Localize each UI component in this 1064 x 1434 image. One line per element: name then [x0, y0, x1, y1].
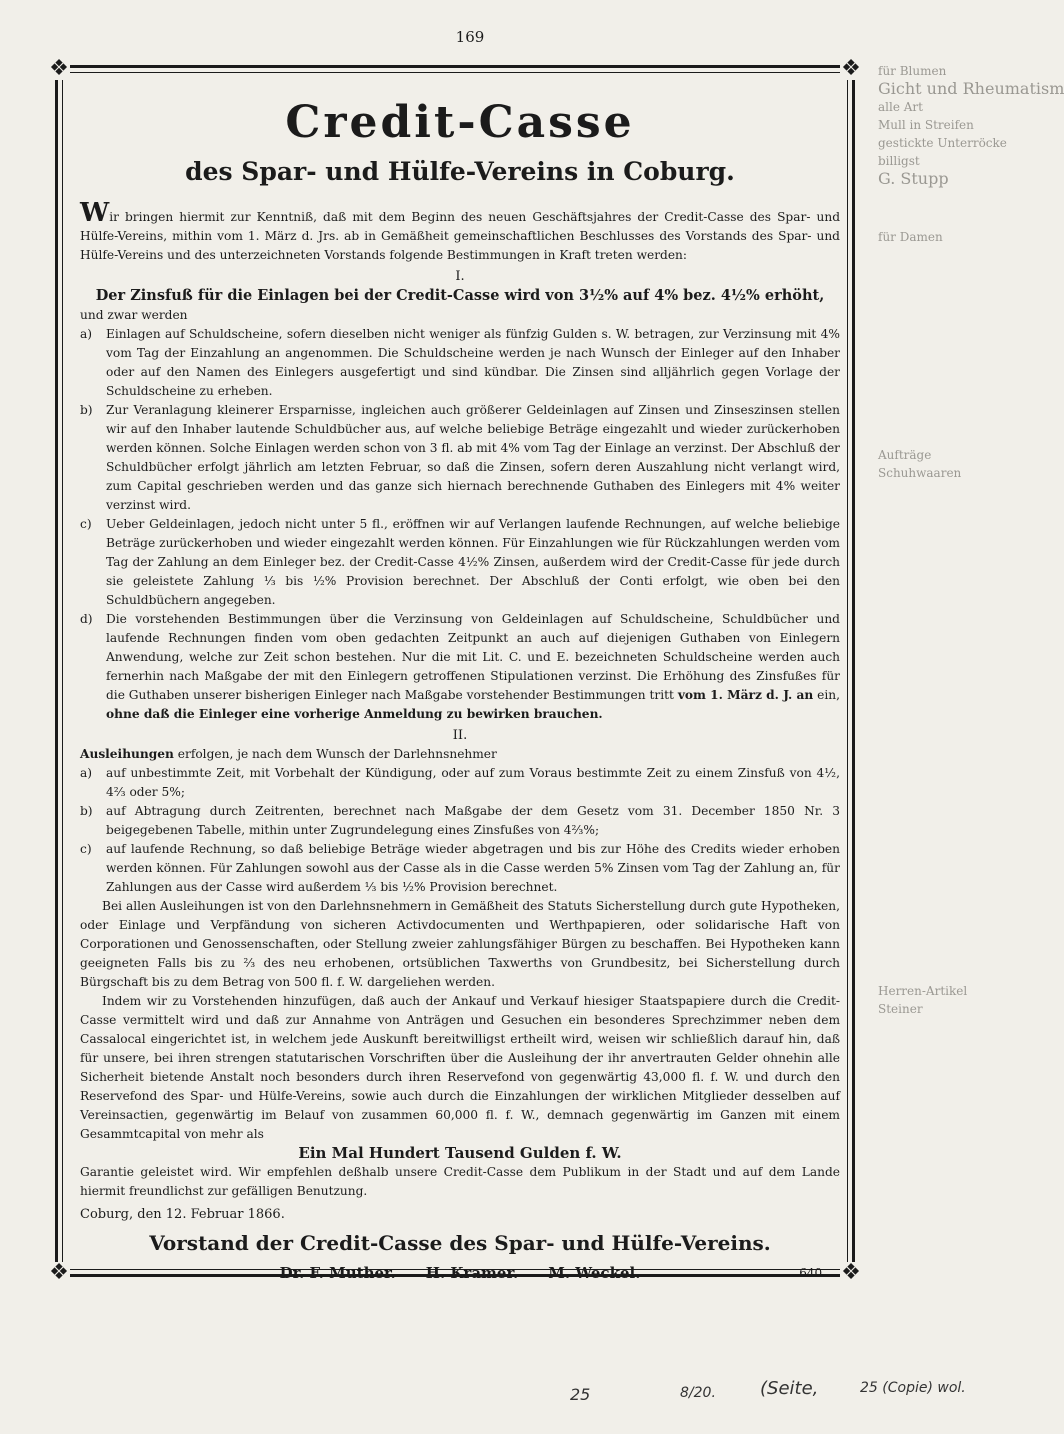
notice-title: Credit-Casse	[285, 97, 635, 148]
bleed-line: für Damen	[878, 230, 943, 244]
item-label: d)	[80, 612, 93, 626]
corner-ornament-icon: ❖	[841, 56, 861, 81]
list-item	[80, 325, 840, 401]
guarantee-paragraph: Indem wir zu Vorstehenden hinzufügen, daß auch der Ankauf und Verkauf hiesiger Staatspapiere durch die Credit-Casse vermittelt wird und daß zur Annahme von Anträgen und Gesuchen ein besonderes Sprechzimmer neben dem Cassalocal eingerichtet ist, in welchem jede Auskunft bereitwilligst ertheilt wird, weisen wir schließlich darauf hin, daß für unsere, bei ihren strengen statutarischen Vorschriften über die Ausleihung der ihr anvertrauten Gelder ohnehin alle Sicherheit bietende Anstalt noch besonders durch ihren Reservefond von gegenwärtig 43,000 fl. f. W. und durch den Reservefond des Spar- und Hülfe-Vereins, sowie auch durch die Einzahlungen der wirklichen Mitglieder desselben auf Vereinsactien, gegenwärtig im Belauf von zusammen 60,000 fl. f. W., demnach gegenwärtig im Ganzen mit einem Gesammtcapital von mehr als	[80, 994, 840, 1141]
list-item	[80, 610, 840, 724]
effective-date: vom 1. März d. J. an	[677, 688, 814, 702]
notice-subtitle: des Spar- und Hülfe-Vereins in Coburg.	[185, 157, 735, 186]
page-number: 169	[455, 28, 485, 46]
section-lead	[80, 745, 840, 764]
corner-ornament-icon: ❖	[841, 1260, 861, 1285]
bleed-line: Herren-Artikel	[878, 984, 968, 998]
list-item	[80, 401, 840, 515]
section-numeral: II.	[452, 728, 468, 743]
bleed-line: G. Stupp	[878, 169, 949, 188]
list-item	[80, 840, 840, 897]
section-lead: und zwar werden	[80, 308, 188, 322]
item-label: b)	[80, 804, 93, 818]
member-signatures	[80, 1264, 840, 1283]
list-item	[80, 802, 840, 840]
handwritten-note: (Seite,	[760, 1378, 819, 1399]
corner-ornament-icon: ❖	[49, 1260, 69, 1285]
item-text: Ueber Geldeinlagen, jedoch nicht unter 5 fl., eröffnen wir auf Verlangen laufende Rechnungen, auf welche beliebige Beträge zurückerhoben und wieder eingezahlt werden können. Für Einzahlungen wie für Rückzahlungen werden vom Tag der Zahlung an dem Einleger bez. der Credit-Casse 4½% Zinsen, außerdem wird der Credit-Casse für jede durch sie geleistete Zahlung ⅓ bis ½% Provision berechnet. Der Abschluß der Conti erfolgt, wie oben bei den Schuldbüchern angegeben.	[106, 517, 840, 607]
bleed-line: Steiner	[878, 1002, 923, 1016]
no-registration-note: ohne daß die Einleger eine vorherige Anmeldung zu bewirken brauchen.	[106, 707, 603, 721]
item-label: b)	[80, 403, 93, 417]
board-signature: Vorstand der Credit-Casse des Spar- und Hülfe-Vereins.	[149, 1231, 771, 1255]
item-text	[106, 610, 840, 724]
intro-paragraph	[80, 198, 840, 265]
bleed-line: billigst	[878, 154, 920, 168]
member-name: H. Kramer.	[425, 1264, 519, 1282]
handwritten-note: 8/20.	[680, 1385, 716, 1401]
date-line: Coburg, den 12. Februar 1866.	[80, 1207, 285, 1222]
bleed-line: alle Art	[878, 100, 923, 114]
closing-paragraph: Garantie geleistet wird. Wir empfehlen deßhalb unsere Credit-Casse dem Publikum in der Stadt und auf dem Lande hiermit freundlichst zur gefälligen Benutzung.	[80, 1165, 840, 1198]
loans-heading: Ausleihungen	[80, 747, 174, 761]
intro-text: ir bringen hiermit zur Kenntniß, daß mit dem Beginn des neuen Geschäftsjahres der Credit-Casse des Spar- und Hülfe-Vereins, mithin vom 1. März d. Jrs. ab in Gemäßheit gemeinschaftlichen Beschlusses des Vorstands des Spar- und Hülfe-Vereins und des unterzeichneten Vorstands folgende Bestimmungen in Kraft treten werden:	[80, 210, 840, 262]
item-text: auf laufende Rechnung, so daß beliebige Beträge wieder abgetragen und bis zur Höhe des Credits wieder erhoben werden können. Für Zahlungen sowohl aus der Casse als in die Casse werden 5% Zinsen vom Tag der Zahlung an, für Zahlungen aus der Casse wird außerdem ⅓ bis ½% Provision berechnet.	[106, 842, 840, 894]
item-label: a)	[80, 327, 93, 341]
bleed-line: gestickte Unterröcke	[878, 136, 1007, 150]
section-numeral: I.	[455, 269, 465, 284]
notice-content	[80, 82, 841, 1282]
securities-paragraph: Bei allen Ausleihungen ist von den Darlehnsnehmern in Gemäßheit des Statuts Sicherstellung durch gute Hypotheken, oder Einlage und Verpfändung von sicheren Activdocumenten und Werthpapieren, oder solidarische Haft von Corporationen und Genossenschaften, oder Stellung zweier zahlungsfähiger Bürgen zu beschaffen. Bei Hypotheken kann geeigneten Falls bis zu ⅔ des neu erhobenen, ortsüblichen Taxwerths von Grundbesitz, bei Sicherstellung durch Bürgschaft bis zu dem Betrag von 500 fl. f. W. dargeliehen werden.	[80, 899, 840, 989]
bleed-line: für Blumen	[878, 64, 947, 78]
bleed-line: Aufträge	[878, 448, 932, 462]
member-name: M. Weckel.	[548, 1264, 641, 1282]
loans-lead: erfolgen, je nach dem Wunsch der Darlehnsnehmer	[173, 747, 497, 761]
bleed-line: Gicht und Rheumatism	[878, 79, 1064, 98]
item-text-body: Die vorstehenden Bestimmungen über die Verzinsung von Geldeinlagen auf Schuldscheine, Schuldbücher und laufende Rechnungen finden vom oben gedachten Zeitpunkt an auch auf diejenigen Guthaben von Einlegern Anwendung, welche zur Zeit schon bestehen. Nur die mit Lit. C. und E. bezeichneten Schuldscheine werden auch fernerhin nach Maßgabe der mit den Einlegern getroffenen Stipulationen verzinst. Die Erhöhung des Zinsfußes für die Guthaben unserer bisherigen Einleger nach Maßgabe vorstehender Bestimmungen tritt	[106, 612, 840, 702]
item-text: auf unbestimmte Zeit, mit Vorbehalt der Kündigung, oder auf zum Voraus bestimmte Zeit zu einem Zinsfuß von 4½, 4⅔ oder 5%;	[106, 766, 840, 799]
drop-cap: W	[80, 198, 110, 228]
closing-mid: ein,	[813, 688, 841, 702]
item-label: c)	[80, 517, 92, 531]
item-text: auf Abtragung durch Zeitrenten, berechnet nach Maßgabe der dem Gesetz vom 31. December 1850 Nr. 3 beigegebenen Tabelle, mithin unter Zugrundelegung eines Zinsfußes von 4⅔%;	[106, 804, 840, 837]
item-text: Einlagen auf Schuldscheine, sofern dieselben nicht weniger als fünfzig Gulden s. W. betragen, zur Verzinsung mit 4% vom Tag der Einzahlung an angenommen. Die Schuldscheine werden je nach Wunsch der Einleger auf den Inhaber oder auf den Namen des Einlegers ausgefertigt und sind kündbar. Die Zinsen sind alljährlich gegen Vorlage der Schuldscheine zu erheben.	[106, 327, 840, 398]
corner-ornament-icon: ❖	[49, 56, 69, 81]
reference-number: 640.	[799, 1266, 826, 1280]
handwritten-note: 25 (Copie) wol.	[860, 1380, 966, 1396]
member-name: Dr. F. Muther.	[279, 1264, 396, 1282]
adjacent-page-bleed	[878, 62, 1064, 1162]
section-heading: Der Zinsfuß für die Einlagen bei der Credit-Casse wird von 3½% auf 4% bez. 4½% erhöht,	[95, 287, 825, 304]
item-label: a)	[80, 766, 93, 780]
list-item	[80, 764, 840, 802]
bleed-line: Schuhwaaren	[878, 466, 962, 480]
list-item	[80, 515, 840, 610]
item-label: c)	[80, 842, 92, 856]
guarantee-sum: Ein Mal Hundert Tausend Gulden f. W.	[298, 1144, 622, 1162]
item-text: Zur Veranlagung kleinerer Ersparnisse, ingleichen auch größerer Geldeinlagen auf Zinsen und Zinseszinsen stellen wir auf den Inhaber lautende Schuldbücher aus, auf welche beliebige Beträge eingezahlt und wieder zurückerhoben werden können. Solche Einlagen werden schon von 3 fl. ab mit 4% vom Tag der Einlage an verzinst. Der Abschluß der Schuldbücher erfolgt jährlich am letzten Februar, so daß die Zinsen, sofern deren Auszahlung nicht verlangt wird, zum Capital geschrieben werden und das ganze sich hiernach berechnende Guthaben des Einlegers mit 4% weiter verzinst wird.	[106, 403, 840, 512]
bleed-line: Mull in Streifen	[878, 118, 974, 132]
handwritten-note: 25	[570, 1385, 591, 1404]
